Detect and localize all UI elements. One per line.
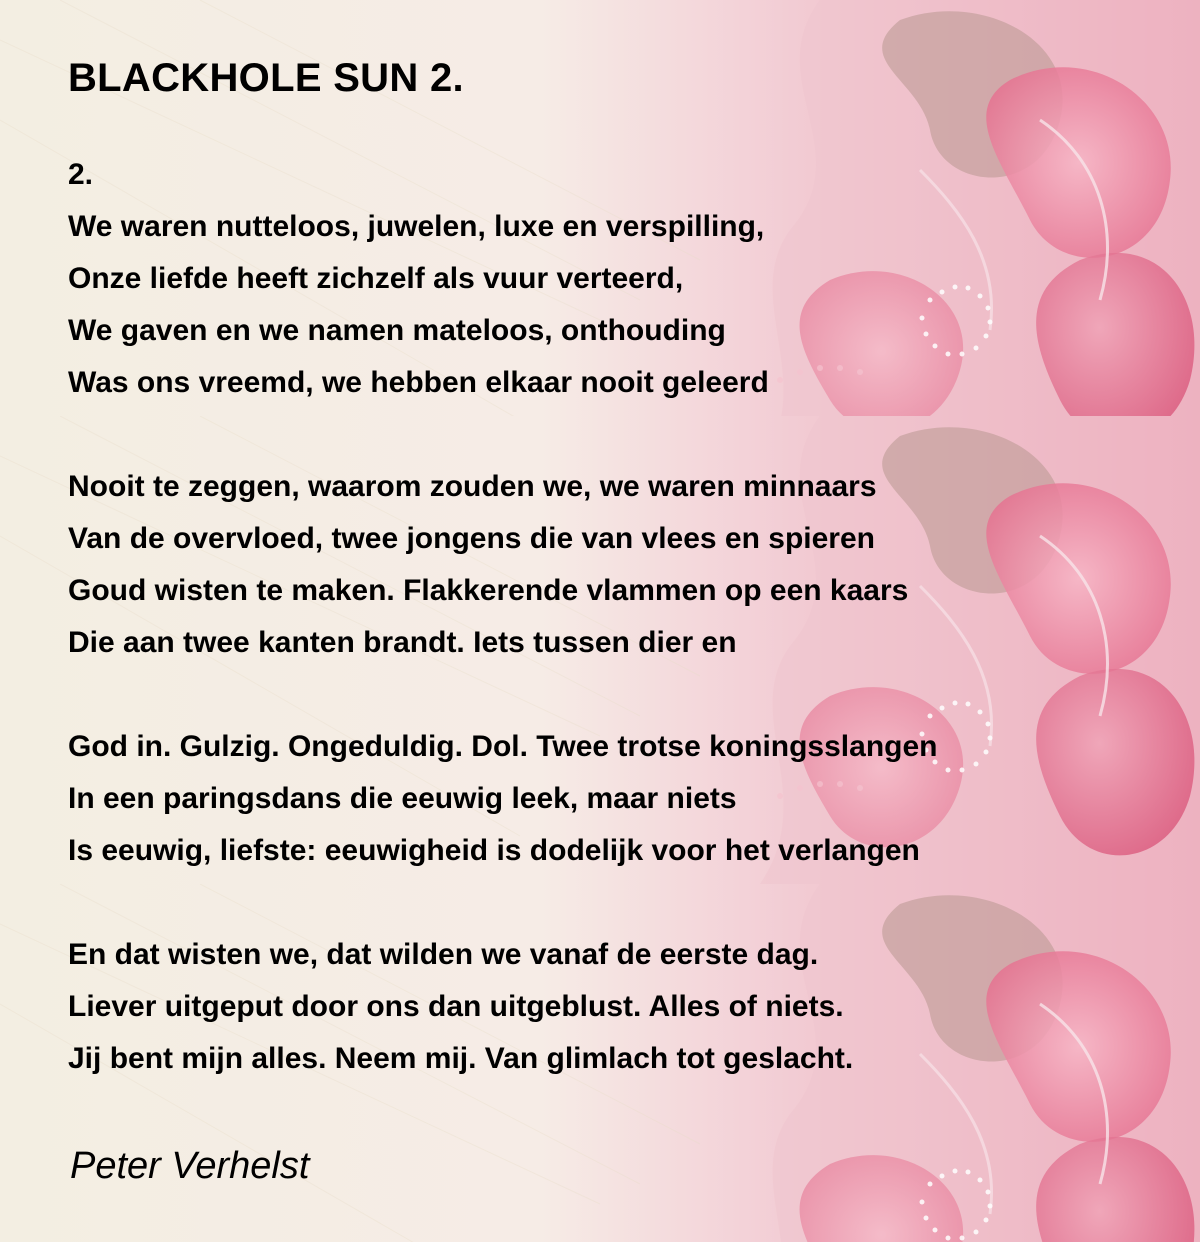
poem-line: Is eeuwig, liefste: eeuwigheid is dodelijk voor het verlangen xyxy=(68,834,920,867)
poem-line: Nooit te zeggen, waarom zouden we, we waren minnaars xyxy=(68,470,877,503)
poem-line: Die aan twee kanten brandt. Iets tussen dier en xyxy=(68,626,737,659)
poem-line: God in. Gulzig. Ongeduldig. Dol. Twee trotse koningsslangen xyxy=(68,730,938,763)
poem-title: BLACKHOLE SUN 2. xyxy=(68,56,464,100)
poem-author: Peter Verhelst xyxy=(70,1145,310,1187)
poem-stanza xyxy=(68,929,853,1085)
poem-line: We gaven en we namen mateloos, onthouding xyxy=(68,314,726,347)
poem-stanza xyxy=(68,149,769,409)
poem-line: We waren nutteloos, juwelen, luxe en verspilling, xyxy=(68,210,765,243)
poem-line: Van de overvloed, twee jongens die van vlees en spieren xyxy=(68,522,875,555)
poem-line: Goud wisten te maken. Flakkerende vlammen op een kaars xyxy=(68,574,909,607)
poem-line: 2. xyxy=(68,158,94,191)
poem-line: In een paringsdans die eeuwig leek, maar niets xyxy=(68,782,737,815)
poem-stanza xyxy=(68,461,908,669)
poem-line: Jij bent mijn alles. Neem mij. Van glimlach tot geslacht. xyxy=(68,1042,854,1075)
poem-line: En dat wisten we, dat wilden we vanaf de eerste dag. xyxy=(68,938,819,971)
poem-line: Onze liefde heeft zichzelf als vuur verteerd, xyxy=(68,262,684,295)
poem-line: Was ons vreemd, we hebben elkaar nooit geleerd xyxy=(68,366,769,399)
poem-stanza xyxy=(68,721,937,877)
poem-line: Liever uitgeput door ons dan uitgeblust. Alles of niets. xyxy=(68,990,844,1023)
